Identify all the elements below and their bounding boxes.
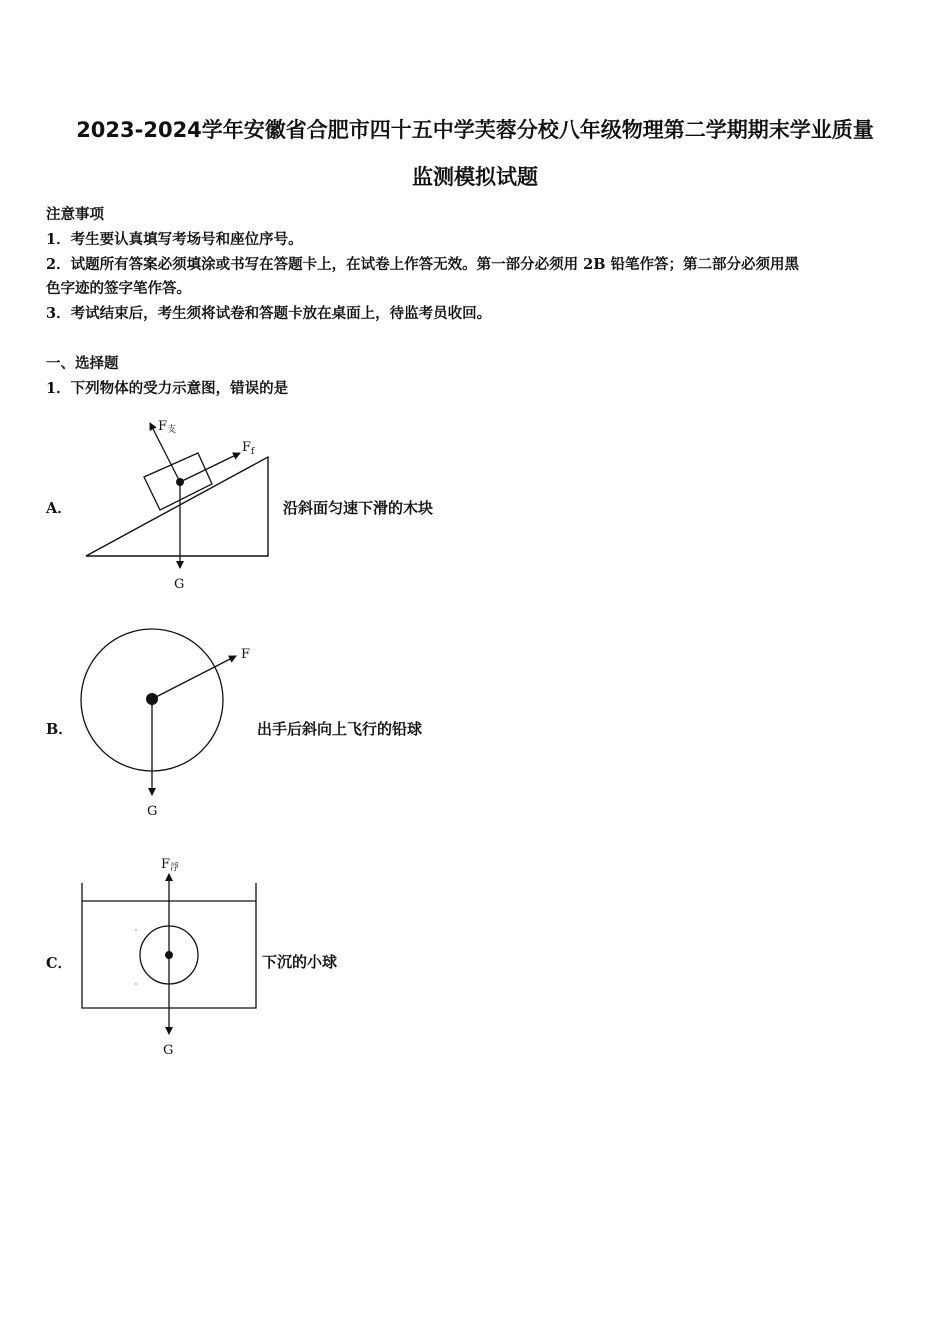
section-heading: 一、选择题 [46,355,119,372]
notice-item-2b: 色字迹的签字笔作答。 [46,280,191,297]
notice-item-3: 3．考试结束后，考生须将试卷和答题卡放在桌面上，待监考员收回。 [46,305,492,322]
page-title-line2: 监测模拟试题 [412,165,538,189]
option-b-label: B． [46,721,73,738]
option-a-label: A． [46,500,72,517]
page-title-line1: 2023-2024学年安徽省合肥市四十五中学芙蓉分校八年级物理第二学期期末学业质量 [76,118,874,142]
gravity-label-b: G [147,804,158,819]
question-1: 1．下列物体的受力示意图，错误的是 [46,380,289,397]
speck [135,929,137,931]
incline [86,457,268,556]
support-force-label: F支 [158,419,177,435]
friction-force-label: $F_f$ [242,440,255,457]
buoyancy-label: F浮 [161,857,180,873]
gravity-label-a: G [174,577,185,592]
option-b-caption: 出手后斜向上飞行的铅球 [257,720,423,738]
thrust-force-label: F [241,647,251,662]
option-a-caption: 沿斜面匀速下滑的木块 [283,499,434,517]
option-c-caption: 下沉的小球 [262,953,338,971]
notice-item-2a: 2．试题所有答案必须填涂或书写在答题卡上，在试卷上作答无效。第一部分必须用 2B 铅笔作答；第二部分必须用黑 [46,256,800,273]
notice-heading: 注意事项 [46,206,104,223]
option-c-label: C． [46,955,73,972]
speck [135,983,137,985]
gravity-label-c: G [163,1043,174,1058]
notice-item-1: 1．考生要认真填写考场号和座位序号。 [46,231,303,248]
thrust-force-arrow [152,656,236,699]
